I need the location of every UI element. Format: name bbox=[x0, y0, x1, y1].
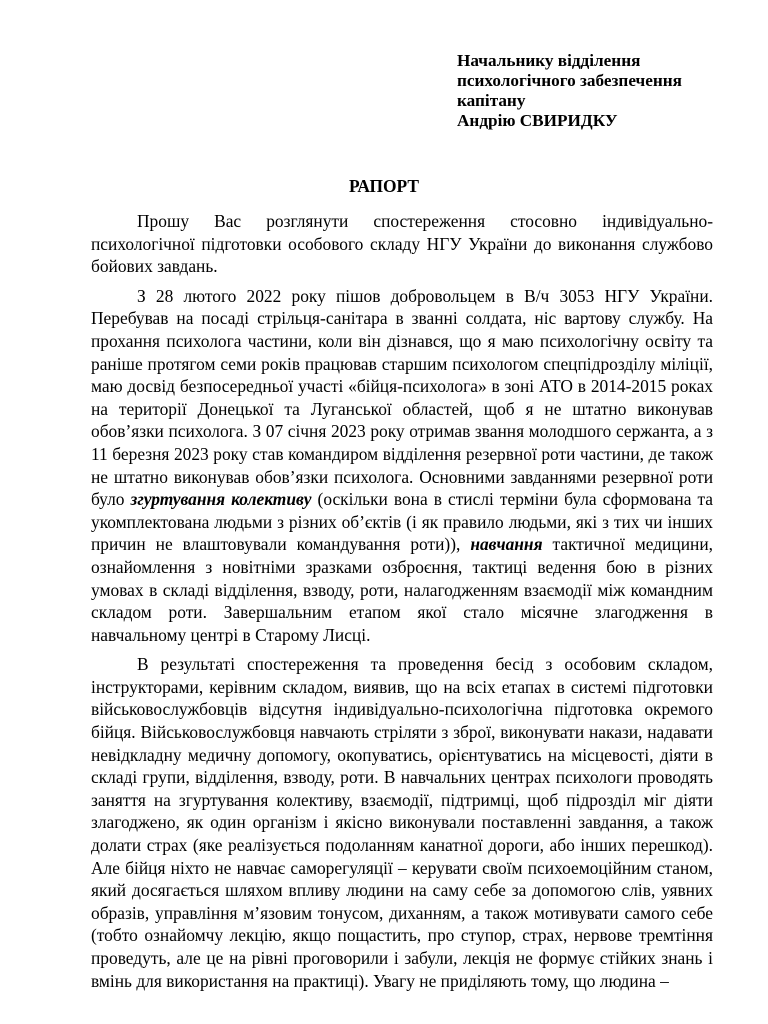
paragraph-background bbox=[91, 285, 713, 647]
paragraph-background-text-a: З 28 лютого 2022 року пішов добровольцем в В/ч 3053 НГУ України. Перебував на посаді стрільця-санітара в званні солдата, ніс вартову службу. На прохання психолога частини, коли він дізнався, що я маю психологічну освіту та раніше протягом семи років працював старшим психологом спецпідрозділу міліції, маю досвід безпосередньої участі «бійця-психолога» в зоні АТО в 2014-2015 роках на території Донецької та Луганської областей, щоб я не штатно виконував обов’язки психолога. З 07 січня 2023 року отримав звання молодшого сержанта, а з 11 березня 2023 року став командиром відділення резервної роти частини, де також не штатно виконував обов’язки психолога. Основними завданнями резервної роти було bbox=[91, 285, 713, 510]
document-title: РАПОРТ bbox=[348, 176, 419, 196]
paragraph-findings: В результаті спостереження та проведення бесід з особовим складом, інструкторами, керівним складом, виявив, що на всіх етапах в системі підготовки військовослужбовців відсутня індивідуально-психологічна підготовка окремого бійця. Військовослужбовця навчають стріляти з зброї, виконувати накази, надавати невідкладну медичну допомогу, окопуватись, орієнтуватись на місцевості, діяти в складі групи, відділення, взводу, роти. В навчальних центрах психологи проводять заняття на згуртування колективу, взаємодії, підтримці, щоб підрозділ міг діяти злагоджено, як один організм і якісно виконували поставленні завдання, а також долати страх (яке реалізується подоланням канатної дороги, або інших перешкод). Але бійця ніхто не навчає саморегуляції – керувати своїм психоемоційним станом, який досягається шляхом впливу людини на саму себе за допомогою слів, уявних образів, управління м’язовим тонусом, диханням, а також мотивувати самого себе (тобто ознайомчу лекцію, якщо пощастить, про ступор, страх, нервове тремтіння проведуть, але це на рівні проговорили і забули, лекція не формує стійких знань і вмінь для використання на практиці). Увагу не приділяють тому, що людина – bbox=[91, 654, 713, 991]
paragraph-request: Прошу Вас розглянути спостереження стосовно індивідуально-психологічної підготовки особового складу НГУ України до виконання службово бойових завдань. bbox=[91, 211, 713, 277]
emphasis-training: навчання bbox=[470, 534, 543, 555]
paragraph-background-text-b: (оскільки вона в стислі терміни була сформована та укомплектована людьми з різних об’єктів (і як правило людьми, які з тих чи інших причин не влаштовували командування роти)), bbox=[91, 489, 713, 555]
paragraph-background-text-c: тактичної медицини, ознайомлення з новітніми зразками озброєння, тактиці ведення бою в різних умовах в складі відділення, взводу, роти, налагодженням взаємодії між командним складом роти. Завершальним етапом якої стало місячне злагодження в навчальному центрі в Старому Лисці. bbox=[91, 534, 713, 645]
addressee-line-department: психологічного забезпечення bbox=[457, 71, 682, 90]
emphasis-team-cohesion: згуртування колективу bbox=[130, 489, 312, 510]
addressee-line-rank: капітану bbox=[457, 91, 526, 110]
addressee-line-position: Начальнику відділення bbox=[457, 51, 641, 70]
document-body bbox=[91, 210, 713, 999]
addressee-block bbox=[457, 51, 757, 131]
addressee-line-name: Андрію СВИРИДКУ bbox=[457, 111, 618, 130]
